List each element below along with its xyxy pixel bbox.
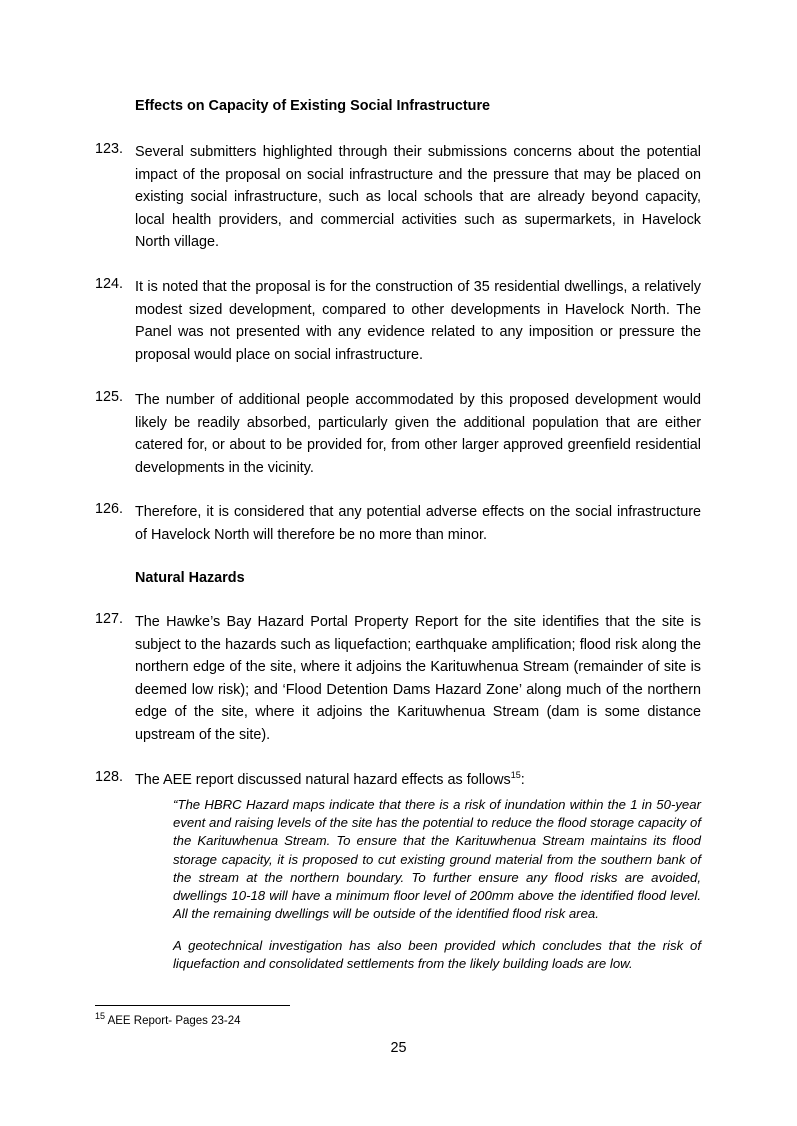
paragraph-number: 127. xyxy=(95,611,124,627)
footnote-number: 15 xyxy=(95,1011,106,1022)
quote-block-1: “The HBRC Hazard maps indicate that there is a risk of inundation within the 1 in 50-year event and raising levels of the site has the potential to reduce the flood storage capacity of the Karituwhenua Stream. To ensure that the Karituwhenua Stream maintains its flood storage capacity, it is proposed to cut existing ground material from the southern bank of the stream at the northern boundary. To further ensure any flood risks are avoided, dwellings 10-18 will have a minimum floor level of 200mm above the identified flood level. All the remaining dwellings will be outside of the identified flood risk area. xyxy=(173,797,701,922)
paragraph-number: 125. xyxy=(95,389,124,405)
paragraph-text: Therefore, it is considered that any potential adverse effects on the social infrastructure of Havelock North will therefore be no more than minor. xyxy=(135,504,701,543)
paragraph-number: 126. xyxy=(95,501,124,517)
paragraph-126 xyxy=(95,501,701,546)
paragraph-124 xyxy=(95,276,701,366)
quote-block-2: A geotechnical investigation has also been provided which concludes that the risk of liquefaction and consolidated settlements from the likely building loads are low. xyxy=(173,938,701,972)
heading-natural-hazards: Natural Hazards xyxy=(135,570,245,586)
paragraph-number: 128. xyxy=(95,769,124,785)
footnote-text: AEE Report- Pages 23-24 xyxy=(105,1015,241,1027)
paragraph-text-main: The AEE report discussed natural hazard effects as follows xyxy=(135,772,511,788)
paragraph-text: Several submitters highlighted through their submissions concerns about the potential impact of the proposal on social infrastructure and the pressure that may be placed on existing social infrastructure, such as local schools that are already beyond capacity, local health providers, and commercial activities such as supermarkets, in Havelock North village. xyxy=(135,144,701,251)
heading-social-infrastructure: Effects on Capacity of Existing Social Infrastructure xyxy=(135,98,491,114)
paragraph-text-suffix: : xyxy=(520,772,525,788)
paragraph-text: It is noted that the proposal is for the construction of 35 residential dwellings, a relatively modest sized development, compared to other developments in Havelock North. The Panel was not presented with any evidence related to any imposition or pressure the proposal would place on social infrastructure. xyxy=(135,279,701,363)
paragraph-125 xyxy=(95,389,701,479)
paragraph-text: The number of additional people accommodated by this proposed development would likely be readily absorbed, particularly given the additional population that are either catered for, or about to be provided for, from other larger approved greenfield residential developments in the vicinity. xyxy=(135,392,701,476)
footnote-reference[interactable]: 15 xyxy=(510,770,521,781)
page-number: 25 xyxy=(390,1040,407,1056)
paragraph-123 xyxy=(95,141,701,254)
paragraph-text xyxy=(135,769,701,792)
paragraph-text: The Hawke’s Bay Hazard Portal Property Report for the site identifies that the site is subject to the hazards such as liquefaction; earthquake amplification; flood risk along the northern edge of the site, where it adjoins the Karituwhenua Stream (remainder of site is deemed low risk); and ‘Flood Detention Dams Hazard Zone’ along much of the northern edge of the site, where it adjoins the Karituwhenua Stream (dam is some distance upstream of the site). xyxy=(135,614,701,743)
footnote-divider xyxy=(95,1005,290,1006)
paragraph-128 xyxy=(95,769,701,792)
footnote xyxy=(95,1011,241,1027)
paragraph-127 xyxy=(95,611,701,747)
paragraph-number: 124. xyxy=(95,276,124,292)
paragraph-number: 123. xyxy=(95,141,124,157)
